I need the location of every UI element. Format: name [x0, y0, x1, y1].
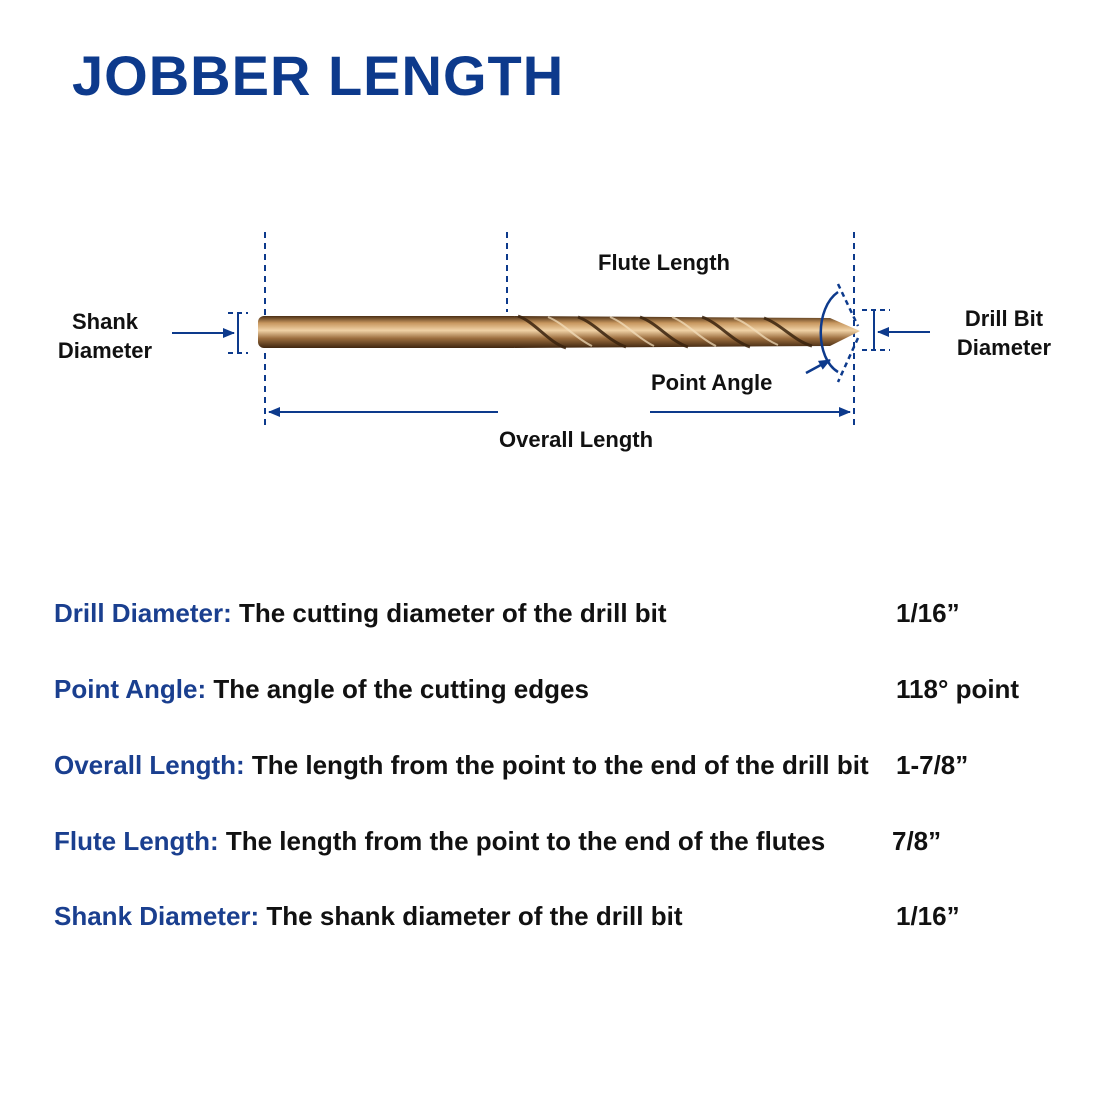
- point-angle-label: Point Angle: [651, 370, 773, 395]
- shank-diameter-label-line2: Diameter: [57, 338, 153, 363]
- spec-row-shank-diameter: [54, 901, 1074, 941]
- spec-value: 7/8”: [892, 826, 942, 856]
- spec-value: 1/16”: [896, 598, 960, 628]
- spec-value: 1-7/8”: [896, 750, 969, 780]
- drill-bit-diagram: [0, 200, 1100, 460]
- drill-bit-diameter-indicator: [862, 310, 930, 350]
- page-title: JOBBER LENGTH: [72, 44, 565, 107]
- shank-diameter-label: [50, 307, 160, 365]
- shank-diameter-label-line1: Shank: [71, 309, 139, 334]
- spec-term: Drill Diameter:: [54, 598, 232, 628]
- spec-row-drill-diameter: [54, 598, 1074, 638]
- drill-bit-diameter-label: [944, 304, 1064, 362]
- drill-shank: [258, 316, 520, 348]
- spec-description: The cutting diameter of the drill bit: [231, 598, 667, 628]
- drill-bit-image: [258, 316, 860, 348]
- spec-description: The shank diameter of the drill bit: [259, 901, 683, 931]
- spec-description: The length from the point to the end of the flutes: [218, 826, 826, 856]
- spec-row-overall-length: [54, 750, 1074, 790]
- spec-value: 1/16”: [896, 901, 960, 931]
- spec-value: 118° point: [896, 674, 1020, 704]
- drill-bit-diameter-label-line1: Drill Bit: [964, 306, 1044, 331]
- spec-description: The angle of the cutting edges: [206, 674, 589, 704]
- spec-term: Flute Length:: [54, 826, 219, 856]
- spec-description: The length from the point to the end of the drill bit: [244, 750, 869, 780]
- shank-diameter-indicator: [172, 313, 248, 353]
- point-angle-arrow: [806, 360, 830, 373]
- spec-term: Shank Diameter:: [54, 901, 260, 931]
- spec-term: Overall Length:: [54, 750, 245, 780]
- overall-length-label: Overall Length: [499, 427, 654, 452]
- drill-bit-diameter-label-line2: Diameter: [956, 335, 1052, 360]
- flute-length-label: Flute Length: [598, 250, 730, 275]
- spec-row-flute-length: [54, 826, 1074, 866]
- spec-term: Point Angle:: [54, 674, 207, 704]
- spec-row-point-angle: [54, 674, 1074, 714]
